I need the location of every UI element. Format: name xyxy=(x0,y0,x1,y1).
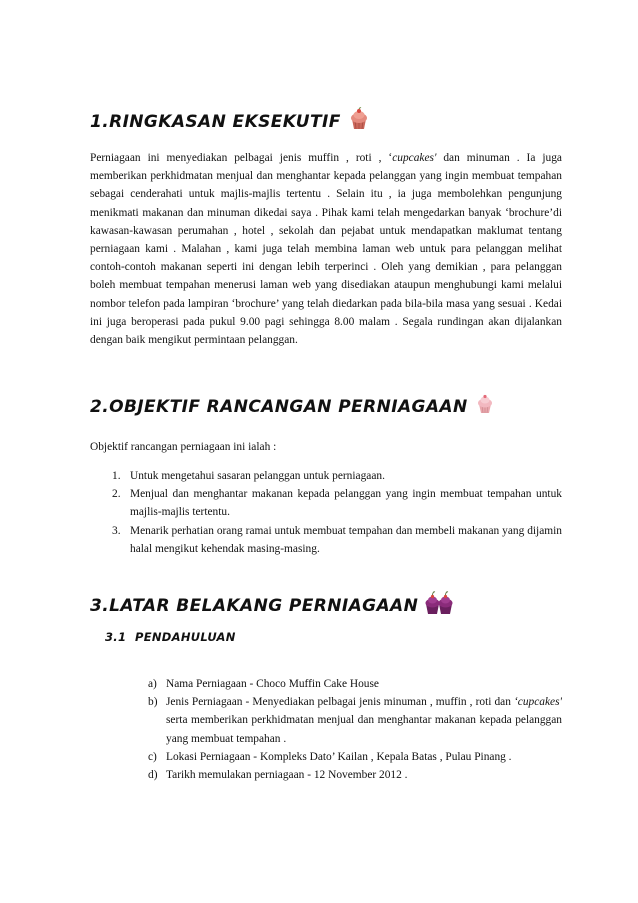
section-3-title: 3.LATAR BELAKANG PERNIAGAAN xyxy=(90,595,419,616)
section-2-heading xyxy=(90,393,496,420)
list-item: a) Nama Perniagaan - Choco Muffin Cake House xyxy=(148,678,379,690)
list-item: 3. Menarik perhatian orang ramai untuk membuat tempahan dan membeli makanan yang dijamin halal mengikut kehendak masing-masing. xyxy=(112,524,562,555)
section-3-1-number: 3.1 xyxy=(105,630,127,644)
section-1-title: 1.RINGKASAN EKSEKUTIF xyxy=(90,111,341,132)
list-item: 1. Untuk mengetahui sasaran pelanggan untuk perniagaan. xyxy=(112,470,385,482)
cupcake-icon xyxy=(347,107,371,136)
section-1-paragraph: Perniagaan ini menyediakan pelbagai jenis muffin , roti , ‘cupcakes' dan minuman . Ia juga memberikan perkhidmatan menjual dan menghantar kepada pelanggan yang ingin membuat tempahan sebagai cenderahati untuk majlis-majlis tertentu . Selain itu , ia juga membolehkan pengunjung menikmati makanan dan minuman dikedai saya . Pihak kami telah mengedarkan banyak ‘brochure’di kawasan-kawasan perumahan , hotel , sekolah dan pejabat untuk mendapatkan maklumat tentang perniagaan kami . Malahan , kami juga telah membina laman web untuk para pelanggan melihat contoh-contoh makanan seperti ini dengan lebih terperinci . Oleh yang demikian , para pelanggan boleh membuat tempahan menerusi laman web yang disediakan ataupun menghubungi kami melalui nombor telefon pada lampiran ‘brochure’ yang telah diedarkan pada bila-bila masa yang sesuai . Kedai ini juga beroperasi pada pukul 9.00 pagi sehingga 8.00 malam . Segala rundingan akan dijalankan dengan baik mengikut permintaan pelanggan. xyxy=(90,152,562,347)
section-2-intro: Objektif rancangan perniagaan ini ialah : xyxy=(90,441,277,453)
section-3-heading xyxy=(90,590,454,621)
cupcake-icon xyxy=(474,393,496,420)
objectives-list xyxy=(112,467,562,558)
list-item: d) Tarikh memulakan perniagaan - 12 November 2012 . xyxy=(148,769,408,782)
section-3-1-heading xyxy=(105,630,236,644)
list-item: b) Jenis Perniagaan - Menyediakan pelbagai jenis minuman , muffin , roti dan ‘cupcakes' serta memberikan perkhidmatan menjual dan menghantar makanan kepada pelanggan yang membuat tempahan . xyxy=(148,696,562,745)
list-item: c) Lokasi Perniagaan - Kompleks Dato’ Kailan , Kepala Batas , Pulau Pinang . xyxy=(148,750,512,763)
list-item: 2. Menjual dan menghantar makanan kepada pelanggan yang ingin membuat tempahan untuk majlis-majlis tertentu. xyxy=(112,488,562,519)
section-1-heading xyxy=(90,107,371,136)
purple-cupcakes-icon xyxy=(424,590,454,621)
section-2-title: 2.OBJEKTIF RANCANGAN PERNIAGAAN xyxy=(90,396,468,417)
business-details-list xyxy=(148,675,562,784)
section-3-1-title: PENDAHULUAN xyxy=(135,630,236,644)
